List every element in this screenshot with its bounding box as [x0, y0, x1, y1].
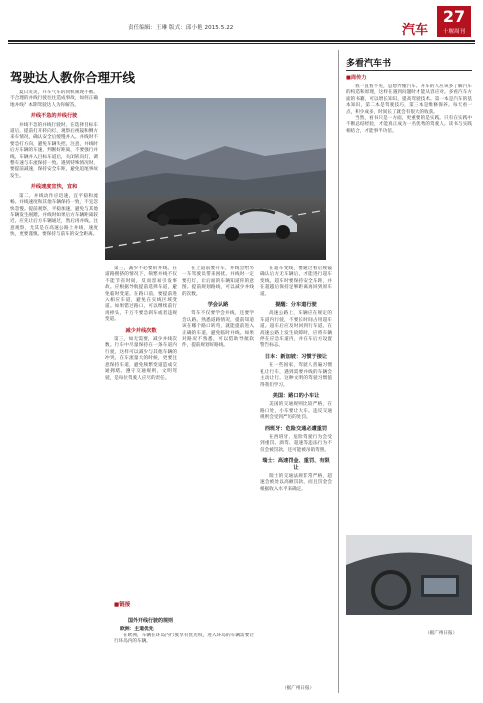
article-paragraph: 瑞士的交通法规非常严格，超速会被处以高额罚款，而且罚金会根据收入水平来确定。	[260, 473, 332, 492]
sidebar-paragraph: 我一直看不见，总想弄懂汽车。开车的人应该多了解汽车的构造和原理，这样在遇到问题时才能从容应对。多看汽车方面的书籍，可以增长知识，提高驾驶技术。第一本是汽车的基本知识，第二本是驾驶技巧，第三本是维修保养。每天看一点，积少成多，时间长了就会有很大的收获。	[346, 84, 472, 115]
header-rule-thin	[8, 43, 475, 44]
article-column-1	[10, 90, 98, 690]
subheading-8: 西班牙：危险交通必遭重罚	[264, 425, 328, 432]
article-paragraph: 第三，减少不必要的并线。在道路拥挤的情况下，频繁并线不仅不能节省时间，反而容易引发事故。应根据导航提前选择车道，避免临时变道。在路口前，要提前进入相应车道，避免在实线区域变道。如果错过路口，可以继续前行再掉头，千万不要急刹车或者违规变道。	[105, 266, 177, 323]
subheading-6: 日本：新加坡：习惯于接让	[264, 353, 328, 360]
article-paragraph: 第二，并线动作应迅速，宜平稳和流畅。并线速度和其他车辆保持一致，不宜忽快忽慢。提前观察，平稳加速，避免与其他车辆发生剐蹭。并线时如果后方车辆距离较近，应先让后方车辆通过，然后再并线。注意观察，尤其是在高速公路上并线，速度快，更要谨慎。要保持与前车的安全距离。	[10, 193, 98, 238]
article-headline: 驾驶达人教你合理开线	[10, 70, 136, 85]
link-box-subheading: 欧洲：主道优先	[120, 626, 154, 632]
subheading-4: 学会认路	[207, 302, 229, 309]
header-rule	[8, 40, 475, 42]
article-paragraph: 第三，如无需要，减少并线次数。行车中尽量保持在一条车道内行驶，这样可以减少与其他车辆的冲突。在车流量大的时候，更要注意保持车道，避免频繁变道造成交通拥堵。遵守交通规则，文明驾驶，是每位驾驶人应尽的责任。	[105, 337, 177, 381]
subheading-3: 减少并线次数	[125, 327, 157, 334]
section-name: 汽车	[402, 23, 429, 38]
subheading-2: 并线速度宜快，宜和	[30, 184, 78, 191]
editor-meta: 责任编辑：王琳 版式：邱小艳 2015.5.22	[128, 25, 234, 31]
link-box-body	[114, 633, 254, 693]
article-paragraph: 驾车不仅要学会并线，还要学会认路。熟悉道路情况，提前知道该在哪个路口转弯，就能提前进入正确的车道，避免临时并线。如果对路况不熟悉，可以借助导航软件，提前规划好路线。	[182, 311, 254, 349]
sidebar-credit: （据广州日报）	[425, 631, 458, 636]
subheading-7: 美国：路口的小车让	[272, 392, 320, 399]
article-intro: 夏日炎炎，开车气车的同机频现不断。不合理的并线行驶往往造成事故，如何正确地并线？本期驾驶达人为你解答。	[10, 90, 98, 108]
sidebar-title: 多看汽车书	[346, 59, 392, 69]
page-number: 27	[437, 6, 471, 28]
article-credit: （据广州日报）	[282, 686, 315, 691]
article-column-3	[182, 266, 254, 596]
article-paragraph: 在西班牙，危险驾驶行为会受到重罚。酒驾、超速等违法行为不仅会被罚款，还可能被吊销驾照。	[260, 434, 332, 453]
sidebar-body	[346, 84, 472, 529]
article-paragraph: 高速公路上，车辆应在规定的车道内行驶，不要长时间占用超车道。超车后应及时回到行车道。在高速公路上发生故障时，应将车辆停在应急车道内，并在车后方设置警告标志。	[260, 311, 332, 349]
sidebar-rule	[346, 70, 472, 71]
article-photo-cars	[105, 98, 326, 260]
link-box-headline: 国外开线行驶的规则	[128, 618, 174, 624]
column-divider	[338, 50, 339, 693]
link-box-title: ■链接	[114, 602, 131, 608]
subheading-9: 瑞士：高速罚金、重罚、有限让	[262, 458, 330, 471]
article-paragraph: 在超车变线，要通过看后视镜确认后方无车辆后，才能进行超车变线。超车时要保持安全车距，并在超越后保持足够距离再回到原车道。	[260, 266, 332, 297]
subheading-5: 提醒：分车道行驶	[275, 302, 317, 309]
article-column-2	[105, 266, 177, 596]
sidebar-byline: ■周传力	[346, 75, 367, 81]
paper-name: 十堰周刊	[437, 28, 471, 37]
article-paragraph: 美国的交通规则比较严格，在路口处，小车要让大车。违反交通规则会受到严厉的处罚。	[260, 402, 332, 421]
article-paragraph: 并线不急的并线行驶时，在选择目标车道后，提前打开转向灯，观察后视镜和侧方来车情况，确认安全后缓慢并入。并线时不要急打方向，避免车辆失控。注意，并线时后方车辆的车速，判断好距离，不要强行并线。车辆并入目标车道后，关闭转向灯，调整车速与车流保持一致。遇到特殊情况时，要提前减速，保持安全车距，避免追尾事故发生。	[10, 122, 98, 179]
page-header	[0, 0, 483, 40]
article-paragraph: 在上道前要开车，并线会给另一车驾驶员带来困扰。并线时一定要打灯，让后面的车辆知道你的意图。提前规划路线，可以减少并线的次数。	[182, 266, 254, 297]
article-column-4	[260, 266, 332, 666]
sidebar-paragraph: 当然，看书只是一方面，更重要的是实践。只有在实践中不断总结经验，才能真正成为一名优秀的驾驶人。读书与实践相结合，才能事半功倍。	[346, 116, 472, 134]
article-paragraph: 在一些国家，驾驶人普遍习惯礼让行车，遇到需要并线的车辆会主动让行。这种文明的驾驶习惯值得我们学习。	[260, 363, 332, 388]
sidebar-photo-car-interior	[346, 535, 472, 615]
subheading-1: 并线不急的并线行驶	[30, 113, 78, 120]
link-box-paragraph: 在欧洲，车辆在环岛内行驶享有优先权，进入环岛的车辆需要让行环岛内的车辆。	[114, 633, 254, 645]
